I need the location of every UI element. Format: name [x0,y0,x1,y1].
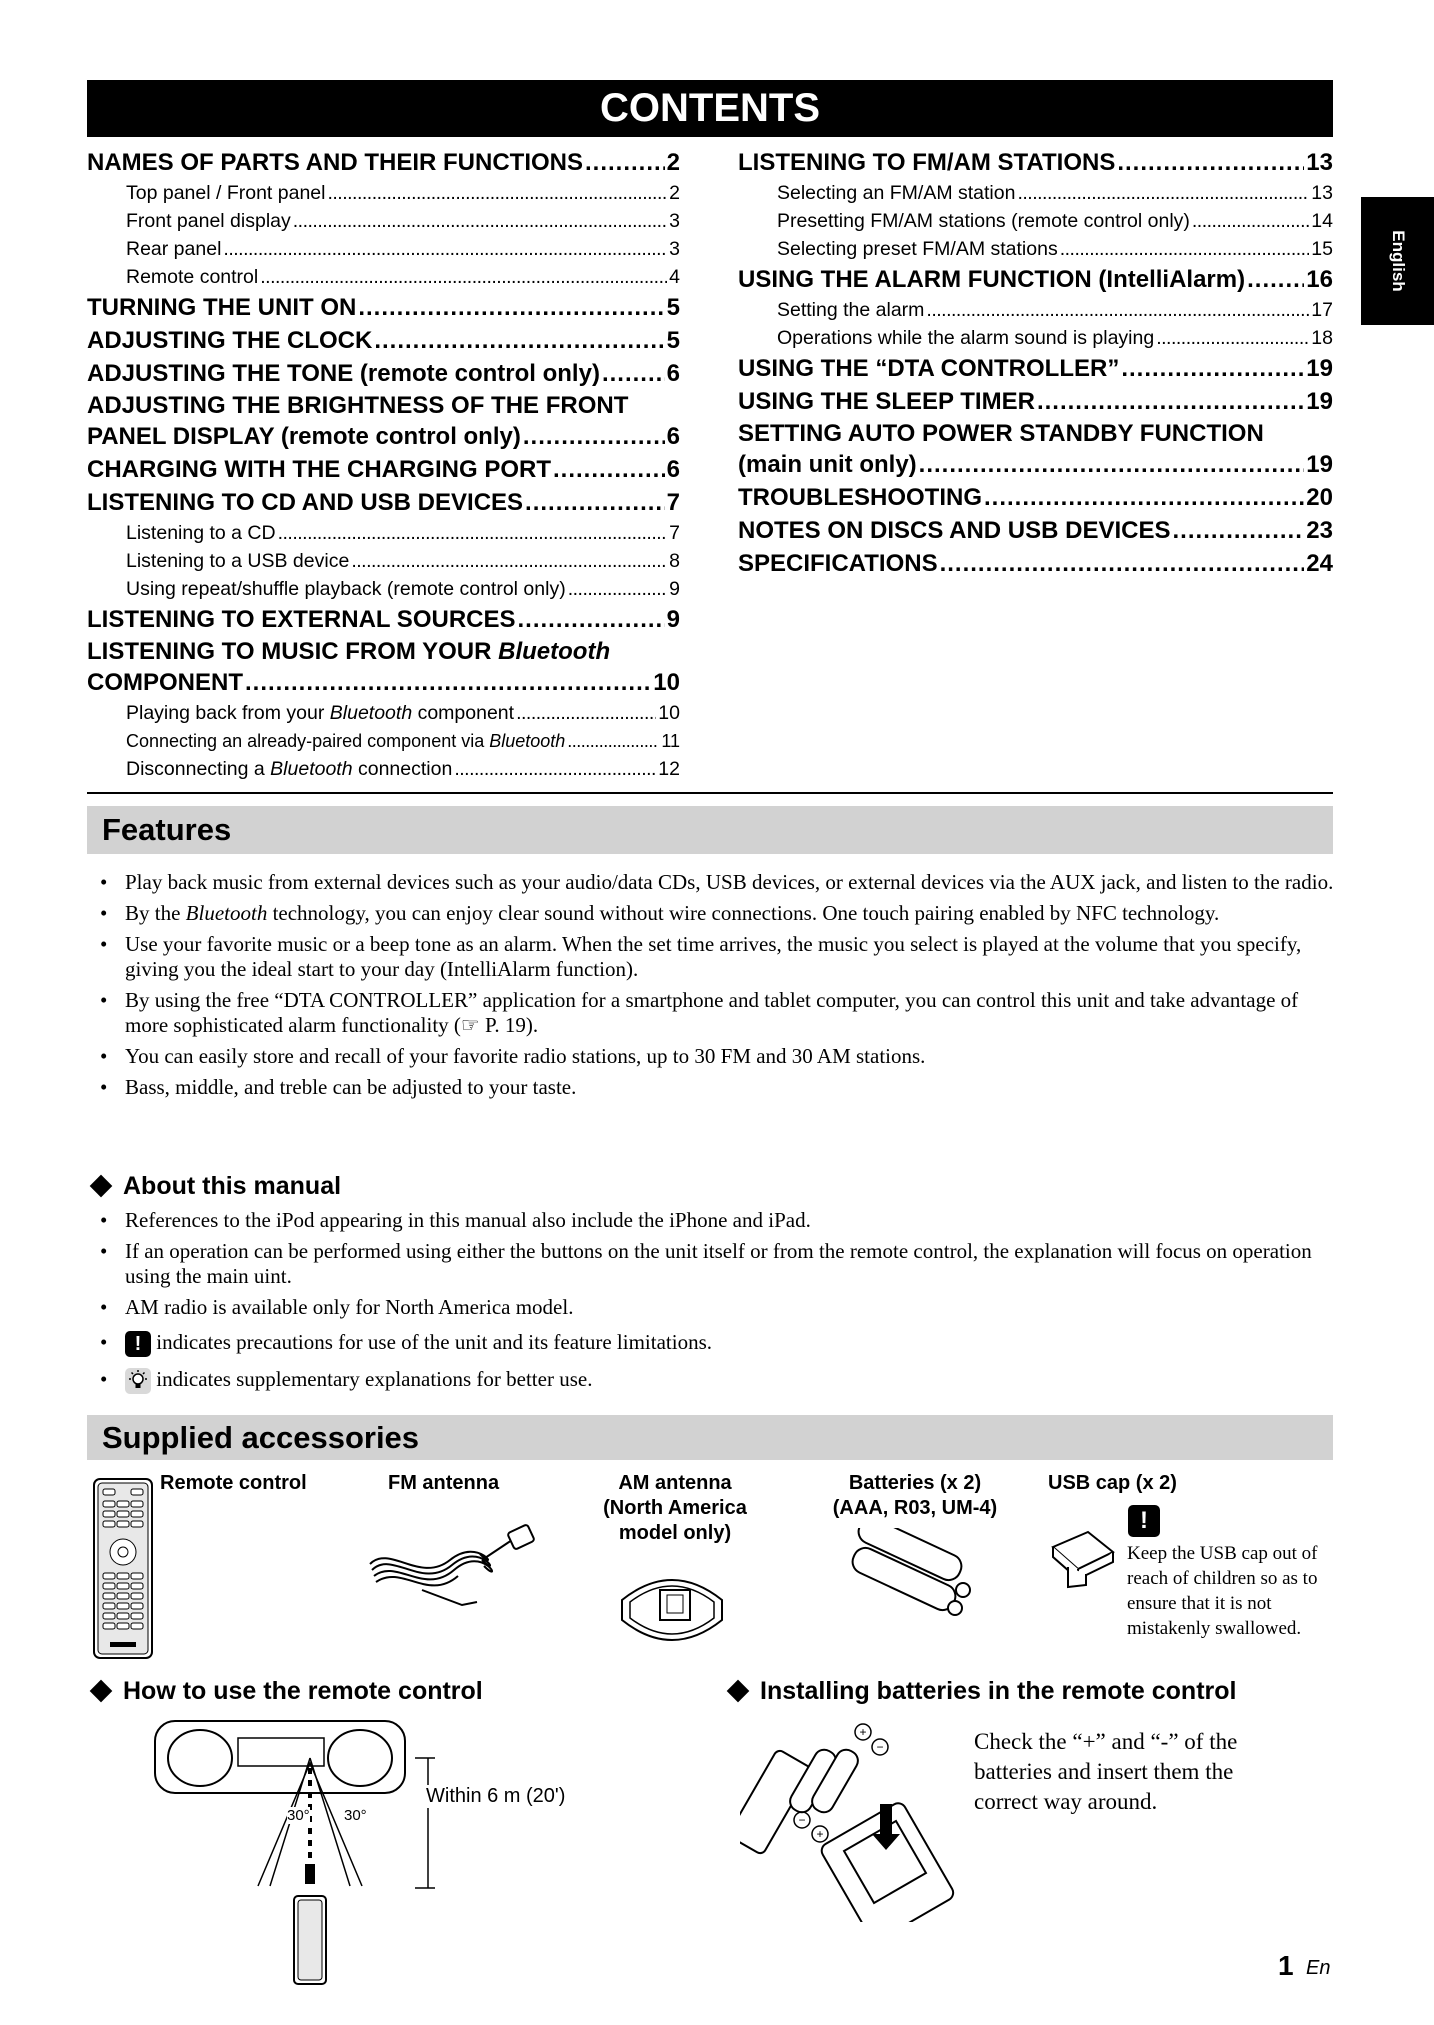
toc-leader-dots [602,357,665,390]
toc-page-number: 18 [1311,327,1333,349]
toc-entry-title: ADJUSTING THE CLOCK [87,327,373,354]
toc-leader-dots [1121,352,1304,385]
toc-entry[interactable] [87,453,680,486]
toc-leader-dots [1173,514,1305,547]
toc-entry-title: CHARGING WITH THE CHARGING PORT [87,456,551,483]
toc-entry[interactable] [87,357,680,390]
toc-page-number: 11 [661,731,680,751]
remote-use-heading: How to use the remote control [87,1675,483,1707]
toc-entry-title: TURNING THE UNIT ON [87,294,357,321]
toc-page-number: 3 [669,238,680,260]
toc-entry-title: LISTENING TO CD AND USB DEVICES [87,489,524,516]
toc-entry[interactable] [87,392,680,420]
toc-entry-title: Front panel display [126,210,291,232]
toc-leader-dots [585,146,665,179]
toc-entry-title: ADJUSTING THE BRIGHTNESS OF THE FRONT [87,392,629,419]
batteries-label: Batteries (x 2) (AAA, R03, UM-4) [832,1472,998,1519]
contents-title: CONTENTS [87,80,1333,137]
toc-entry[interactable] [738,263,1333,296]
toc-entry-title: SETTING AUTO POWER STANDBY FUNCTION [738,420,1264,447]
lightbulb-icon [125,1368,151,1394]
accessories-heading: Supplied accessories [87,1415,1333,1460]
am-antenna-image [612,1560,732,1665]
angle-right-label: 30° [344,1807,367,1824]
feature-item: • Bass, middle, and treble can be adjusted to your taste. [98,1075,1338,1100]
toc-entry-title: Remote control [126,266,259,288]
toc-page-number: 9 [666,606,680,633]
install-batteries-text: Check the “+” and “-” of the batteries and insert them the correct way around. [974,1729,1238,1814]
toc-entry-title: Selecting an FM/AM station [777,182,1016,204]
toc-leader-dots [1117,146,1304,179]
toc-page-number: 6 [666,456,680,483]
toc-leader-dots [260,263,667,291]
toc-subentry[interactable] [87,727,680,755]
toc-entry[interactable] [87,324,680,357]
about-manual-heading: About this manual [87,1170,341,1202]
toc-leader-dots [567,727,659,755]
toc-page-number: 5 [666,294,680,321]
toc-entry-title: Disconnecting a Bluetooth connection [126,758,453,780]
svg-text:−: − [876,1740,884,1754]
toc-page-number: 7 [669,522,680,544]
batteries-image [845,1528,985,1623]
toc-entry[interactable] [87,603,680,636]
toc-entry[interactable] [738,352,1333,385]
toc-page-number: 20 [1306,484,1333,511]
toc-entry[interactable] [738,420,1333,448]
caution-icon: ! [125,1331,151,1357]
features-list [98,870,1338,1106]
about-item: • If an operation can be performed using either the buttons on the unit itself or from the remote control, the explanation will focus on operation using the main uint. [98,1239,1338,1289]
toc-entry-title: Top panel / Front panel [126,182,326,204]
toc-subentry[interactable] [87,575,680,603]
toc-entry[interactable] [738,547,1333,580]
toc-leader-dots [327,179,667,207]
battery-install-diagram [740,1722,970,1927]
toc-entry[interactable] [738,514,1333,547]
toc-divider [87,792,1333,794]
toc-entry-title: NOTES ON DISCS AND USB DEVICES [738,517,1171,544]
toc-subentry[interactable] [738,324,1333,352]
toc-entry-title: LISTENING TO FM/AM STATIONS [738,149,1116,176]
feature-item: • Play back music from external devices such as your audio/data CDs, USB devices, or external devices via the AUX jack, and listen to the radio. [98,870,1338,895]
toc-leader-dots [553,453,665,486]
toc-page-number: 16 [1306,266,1333,293]
toc-entry-title: COMPONENT [87,669,243,696]
toc-entry-title: Rear panel [126,238,222,260]
remote-control-image [92,1477,154,1665]
toc-page-number: 3 [669,210,680,232]
toc-leader-dots [351,547,667,575]
toc-page-number: 2 [669,182,680,204]
toc-leader-dots [568,575,667,603]
toc-page-number: 4 [669,266,680,288]
toc-page-number: 19 [1306,451,1333,478]
angle-left-label: 30° [287,1807,310,1824]
toc-page-number: 17 [1311,299,1333,321]
toc-leader-dots [1192,207,1309,235]
toc-page-number: 15 [1311,238,1333,260]
toc-page-number: 2 [666,149,680,176]
toc-leader-dots [518,603,665,636]
fm-antenna-image [362,1520,542,1615]
toc-page-number: 14 [1311,210,1333,232]
toc-page-number: 10 [653,669,680,696]
toc-page-number: 12 [658,758,680,780]
toc-leader-dots [1060,235,1310,263]
toc-subentry[interactable] [738,296,1333,324]
toc-subentry[interactable] [87,207,680,235]
toc-leader-dots [1037,385,1304,418]
fm-antenna-label: FM antenna [388,1472,500,1494]
toc-leader-dots [1156,324,1309,352]
toc-page-number: 13 [1311,182,1333,204]
toc-subentry[interactable] [87,547,680,575]
distance-label: Within 6 m (20') [426,1785,566,1807]
toc-leader-dots [245,666,651,699]
toc-page-number: 24 [1306,550,1333,577]
toc-subentry[interactable] [87,519,680,547]
toc-leader-dots [926,296,1309,324]
toc-page-number: 10 [658,702,680,724]
toc-entry-title: Operations while the alarm sound is playing [777,327,1155,349]
toc-leader-dots [358,291,664,324]
toc-entry[interactable] [87,638,680,666]
toc-entry-title: USING THE SLEEP TIMER [738,388,1035,415]
toc-leader-dots [293,207,667,235]
page-number: 1 [1278,1950,1294,1981]
language-tab[interactable] [1361,197,1434,325]
toc-leader-dots [1247,263,1304,296]
about-item: • References to the iPod appearing in this manual also include the iPhone and iPad. [98,1208,1338,1233]
toc-entry-title: USING THE “DTA CONTROLLER” [738,355,1120,382]
diamond-icon [90,1175,113,1198]
toc-page-number: 6 [666,360,680,387]
toc-page-number: 6 [666,423,680,450]
toc-entry-title: Listening to a USB device [126,550,350,572]
toc-entry-title: Connecting an already-paired component via Bluetooth [126,731,566,751]
toc-entry-title: Using repeat/shuffle playback (remote control only) [126,578,566,600]
am-antenna-label: AM antenna (North America model only) [603,1472,747,1544]
toc-entry-title: Playing back from your Bluetooth component [126,702,515,724]
usb-caution-icon: ! [1128,1505,1160,1537]
toc-page-number: 7 [666,489,680,516]
toc-page-number: 8 [669,550,680,572]
usb-cap-label: USB cap (x 2) [1048,1472,1177,1494]
toc-page-number: 23 [1306,517,1333,544]
toc-entry[interactable] [738,385,1333,418]
svg-text:−: − [798,1813,806,1827]
toc-page-number: 13 [1306,149,1333,176]
toc-leader-dots [525,486,665,519]
toc-leader-dots [919,448,1305,481]
toc-entry[interactable] [738,481,1333,514]
toc-entry-title: TROUBLESHOOTING [738,484,982,511]
toc-left-column [87,146,680,783]
toc-leader-dots [516,699,656,727]
toc-page-number: 5 [666,327,680,354]
toc-subentry[interactable] [87,755,680,783]
toc-entry-title: PANEL DISPLAY (remote control only) [87,423,521,450]
toc-subentry[interactable] [87,235,680,263]
toc-leader-dots [278,519,668,547]
toc-entry-title: Selecting preset FM/AM stations [777,238,1058,260]
about-list [98,1208,1338,1400]
toc-entry-title: (main unit only) [738,451,917,478]
feature-item-bluetooth: • By the Bluetooth technology, you can enjoy clear sound without wire connections. One touch pairing enabled by NFC technology. [98,901,1338,926]
toc-page-number: 19 [1306,388,1333,415]
toc-leader-dots [523,420,665,453]
feature-item: • Use your favorite music or a beep tone as an alarm. When the set time arrives, the music you select is played at the volume that you specify, giving you the ideal start to your day (IntelliAlarm function). [98,932,1338,982]
toc-entry-title: Setting the alarm [777,299,925,321]
install-batteries-heading: Installing batteries in the remote control [724,1675,1236,1707]
toc-entry-title: USING THE ALARM FUNCTION (IntelliAlarm) [738,266,1246,293]
svg-text:+: + [859,1725,867,1739]
about-item-tip: • indicates supplementary explanations for better use. [98,1367,1338,1394]
toc-subentry[interactable] [738,207,1333,235]
toc-leader-dots [984,481,1304,514]
toc-entry-title: Presetting FM/AM stations (remote control only) [777,210,1190,232]
toc-leader-dots [454,755,656,783]
toc-subentry[interactable] [738,235,1333,263]
toc-entry-title: ADJUSTING THE TONE (remote control only) [87,360,600,387]
toc-entry-title: LISTENING TO MUSIC FROM YOUR [87,638,492,665]
about-item-caution: • ! indicates precautions for use of the unit and its feature limitations. [98,1330,1338,1357]
toc-entry-title: LISTENING TO EXTERNAL SOURCES [87,606,516,633]
toc-subentry[interactable] [87,263,680,291]
feature-item: • By using the free “DTA CONTROLLER” application for a smartphone and tablet computer, you can control this unit and take advantage of more sophisticated alarm functionality (☞ P. 19). [98,988,1338,1038]
page-language: En [1306,1957,1331,1979]
features-heading: Features [87,806,1333,854]
toc-entry[interactable] [87,291,680,324]
toc-entry-title-italic: Bluetooth [498,638,611,665]
svg-text:+: + [816,1827,824,1841]
remote-control-label: Remote control [160,1472,307,1494]
toc-entry[interactable] [87,666,680,699]
toc-page-number: 9 [669,578,680,600]
toc-entry-title: SPECIFICATIONS [738,550,938,577]
toc-entry-title: NAMES OF PARTS AND THEIR FUNCTIONS [87,149,583,176]
toc-leader-dots [223,235,667,263]
toc-leader-dots [374,324,664,357]
toc-leader-dots [940,547,1305,580]
toc-entry[interactable] [738,448,1333,481]
toc-leader-dots [1017,179,1309,207]
feature-item: • You can easily store and recall of your favorite radio stations, up to 30 FM and 30 AM stations. [98,1044,1338,1069]
toc-subentry[interactable] [87,699,680,727]
toc-entry[interactable] [87,486,680,519]
remote-range-diagram [150,1718,480,1993]
usb-cap-image [1048,1527,1118,1602]
toc-entry[interactable] [738,146,1333,179]
about-item: • AM radio is available only for North America model. [98,1295,1338,1320]
toc-subentry[interactable] [87,179,680,207]
language-tab-label: English [1388,230,1408,292]
toc-entry[interactable] [87,146,680,179]
toc-entry[interactable] [87,420,680,453]
toc-page-number: 19 [1306,355,1333,382]
diamond-icon [727,1680,750,1703]
toc-entry-title: Listening to a CD [126,522,276,544]
usb-cap-note: Keep the USB cap out of reach of children so as to ensure that it is not mistakenly swallowed. [1127,1543,1318,1639]
diamond-icon [90,1680,113,1703]
toc-right-column [738,146,1333,580]
toc-subentry[interactable] [738,179,1333,207]
